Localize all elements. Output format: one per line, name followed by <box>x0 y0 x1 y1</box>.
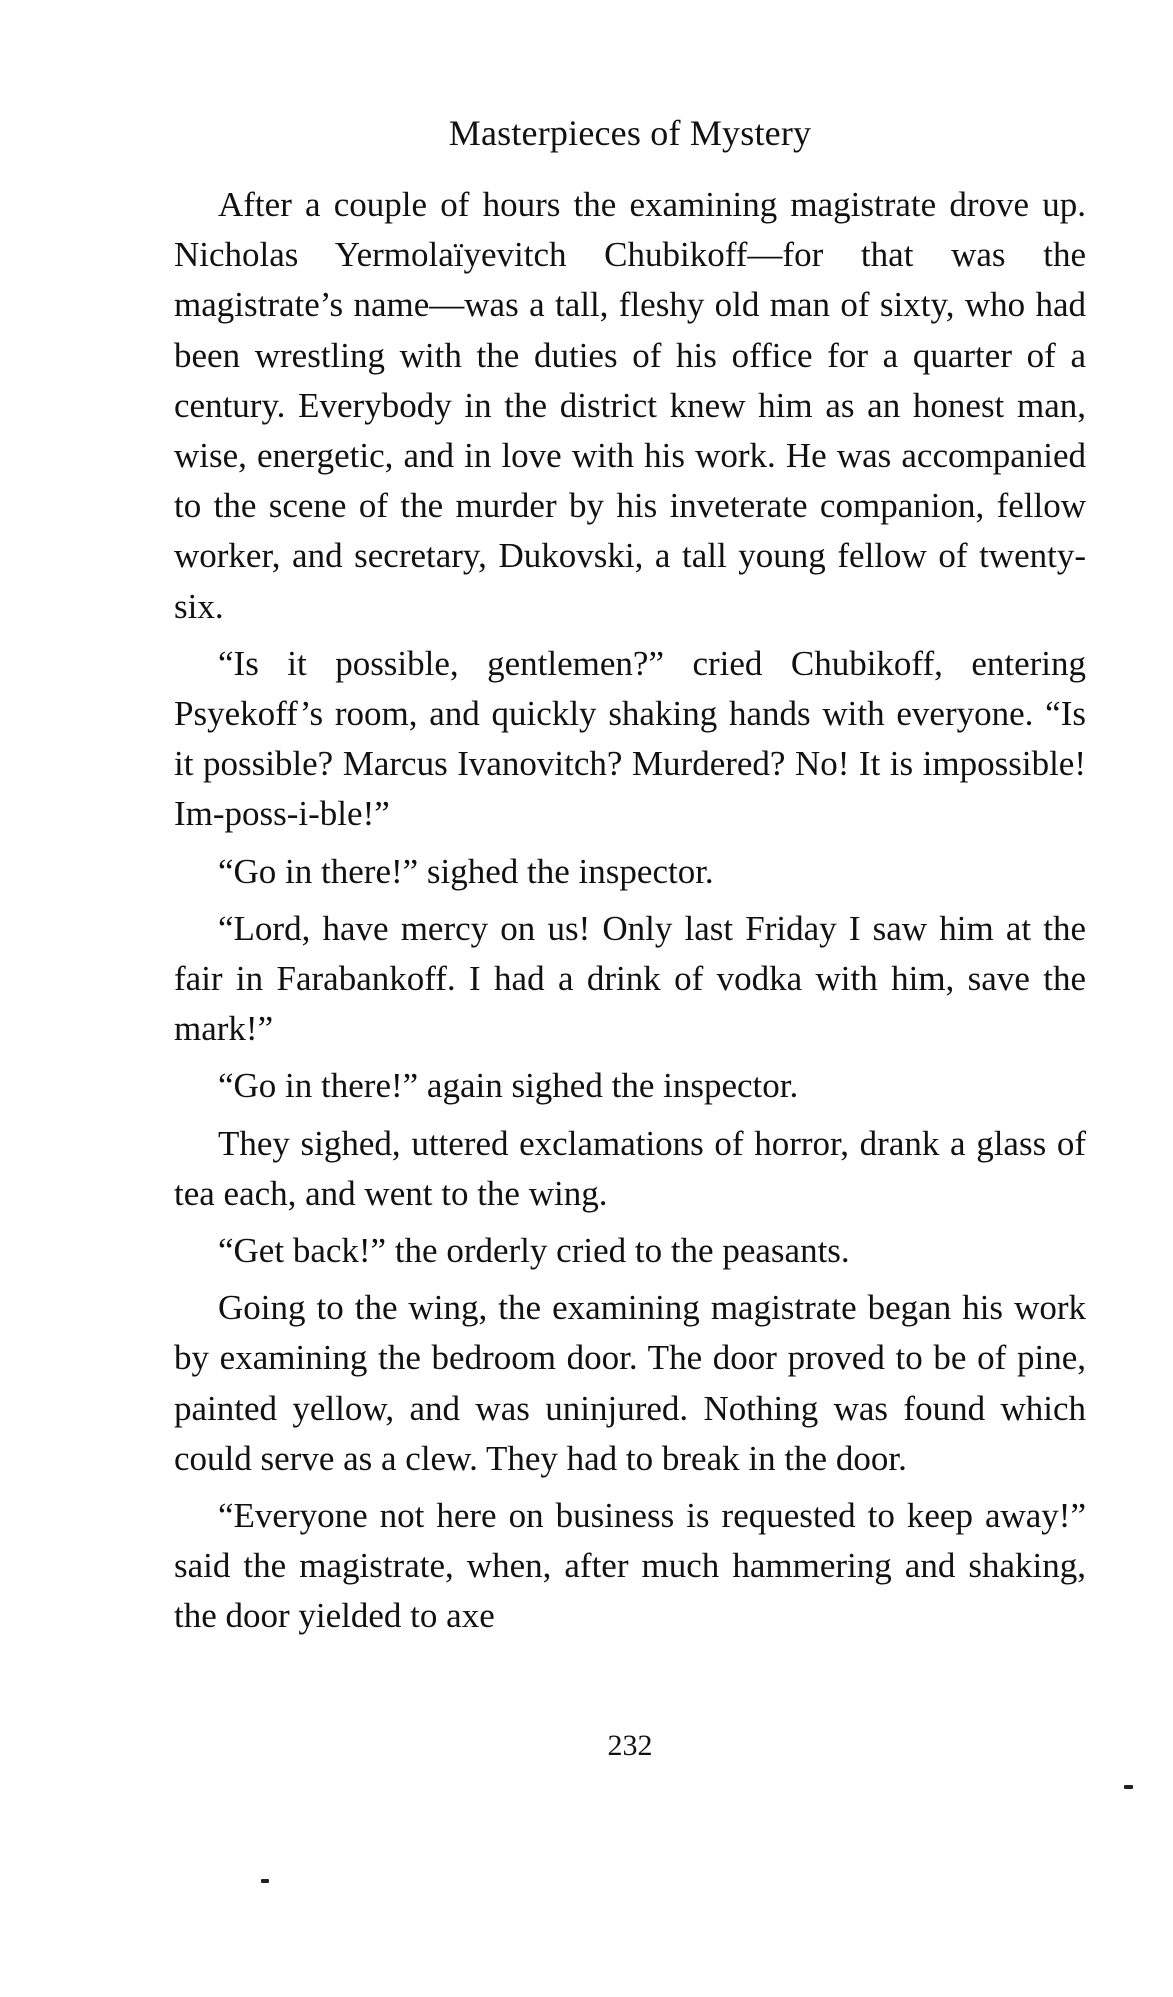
paragraph: “Get back!” the orderly cried to the peasants. <box>218 1231 850 1271</box>
body-text <box>174 180 1086 1642</box>
paragraph: Going to the wing, the examining magistrate began his work by examining the bedroom door. The door proved to be of pine, painted yellow, and was uninjured. Nothing was found which could serve as a clew. They had to break in the door. <box>174 1288 1086 1478</box>
page-number: 232 <box>607 1729 653 1762</box>
paragraph: “Is it possible, gentlemen?” cried Chubikoff, entering Psyekoff’s room, and quickly shaking hands with everyone. “Is it possible? Marcus Ivanovitch? Murdered? No! It is impossible! Im-poss-i-ble!” <box>174 643 1086 834</box>
ink-speck <box>261 1879 269 1883</box>
paragraph: “Go in there!” sighed the inspector. <box>218 851 714 891</box>
paragraph: After a couple of hours the examining magistrate drove up. Nicholas Yermolaïyevitch Chubikoff—for that was the magistrate’s name—was a tall, fleshy old man of sixty, who had been wrestling with the duties of his office for a quarter of a century. Everybody in the district knew him as an honest man, wise, energetic, and in love with his work. He was accompanied to the scene of the murder by his inveterate companion, fellow worker, and secretary, Dukovski, a tall young fellow of twenty-six. <box>174 185 1086 626</box>
running-head: Masterpieces of Mystery <box>448 113 812 153</box>
paragraph: “Go in there!” again sighed the inspector. <box>218 1066 799 1106</box>
ink-speck <box>1124 1785 1133 1789</box>
paragraph: “Everyone not here on business is requested to keep away!” said the magistrate, when, after much hammering and shaking, the door yielded to axe <box>174 1496 1086 1636</box>
paragraph: “Lord, have mercy on us! Only last Friday I saw him at the fair in Farabankoff. I had a drink of vodka with him, save the mark!” <box>174 908 1086 1049</box>
paragraph: They sighed, uttered exclamations of horror, drank a glass of tea each, and went to the wing. <box>174 1123 1086 1213</box>
